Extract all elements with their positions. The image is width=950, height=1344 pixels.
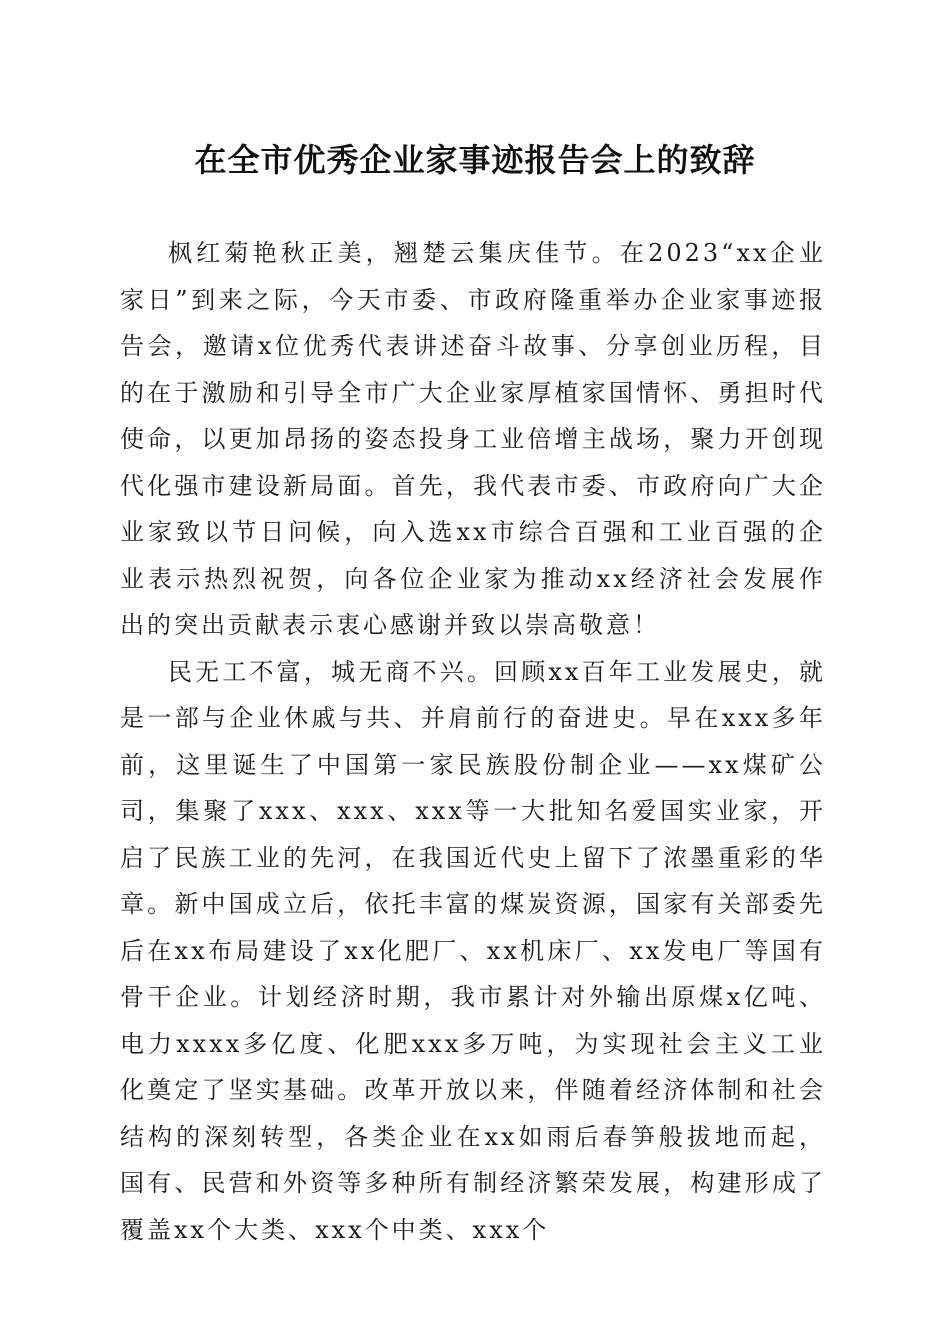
document-body <box>120 230 826 1253</box>
paragraph-1: 枫红菊艳秋正美，翘楚云集庆佳节。在2023“xx企业家日”到来之际，今天市委、市政府隆重举办企业家事迹报告会，邀请x位优秀代表讲述奋斗故事、分享创业历程，目的在于激励和引导全市广大企业家厚植家国情怀、勇担时代使命，以更加昂扬的姿态投身工业倍增主战场，聚力开创现代化强市建设新局面。首先，我代表市委、市政府向广大企业家致以节日问候，向入选xx市综合百强和工业百强的企业表示热烈祝贺，向各位企业家为推动xx经济社会发展作出的突出贡献表示衷心感谢并致以崇高敬意！ <box>120 239 826 639</box>
document-title: 在全市优秀企业家事迹报告会上的致辞 <box>194 141 756 179</box>
paragraph-2: 民无工不富，城无商不兴。回顾xx百年工业发展史，就是一部与企业休戚与共、并肩前行的奋进史。早在xxx多年前，这里诞生了中国第一家民族股份制企业——xx煤矿公司，集聚了xxx、xxx、xxx等一大批知名爱国实业家，开启了民族工业的先河，在我国近代史上留下了浓墨重彩的华章。新中国成立后，依托丰富的煤炭资源，国家有关部委先后在xx布局建设了xx化肥厂、xx机床厂、xx发电厂等国有骨干企业。计划经济时期，我市累计对外输出原煤x亿吨、电力xxxx多亿度、化肥xxx多万吨，为实现社会主义工业化奠定了坚实基础。改革开放以来，伴随着经济体制和社会结构的深刻转型，各类企业在xx如雨后春笋般拔地而起，国有、民营和外资等多种所有制经济繁荣发展，构建形成了覆盖xx个大类、xxx个中类、xxx个 <box>120 657 826 1244</box>
